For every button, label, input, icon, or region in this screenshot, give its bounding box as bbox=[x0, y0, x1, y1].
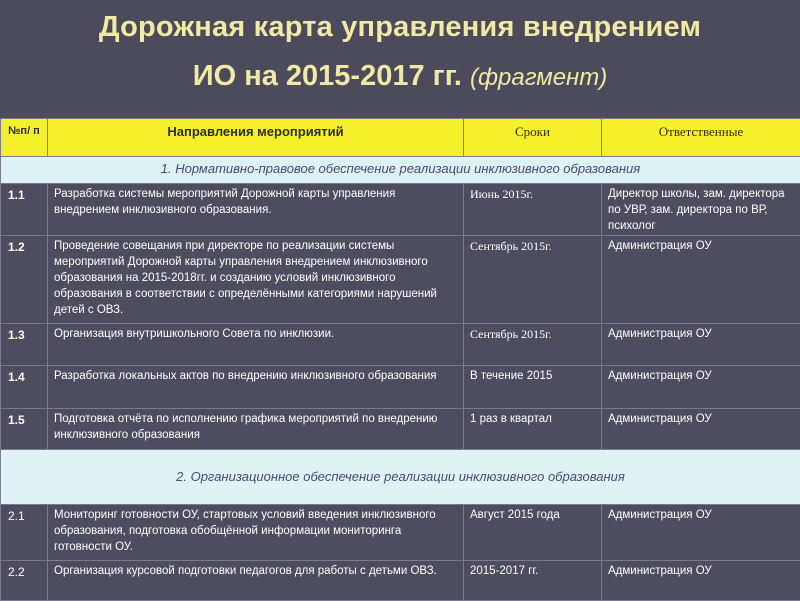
row-term: 1 раз в квартал bbox=[464, 409, 602, 450]
row-number: 1.5 bbox=[1, 409, 48, 450]
row-direction: Организация внутришкольного Совета по инклюзии. bbox=[48, 324, 464, 366]
row-number: 2.1 bbox=[1, 505, 48, 561]
row-term: Сентябрь 2015г. bbox=[464, 324, 602, 366]
table-row bbox=[1, 409, 800, 450]
row-responsible: Администрация ОУ bbox=[602, 505, 800, 561]
row-number: 2.2 bbox=[1, 561, 48, 601]
section-row bbox=[1, 450, 800, 505]
header-number: №п/ п bbox=[1, 119, 48, 157]
table-row bbox=[1, 366, 800, 409]
row-responsible: Администрация ОУ bbox=[602, 236, 800, 324]
row-direction: Организация курсовой подготовки педагогов для работы с детьми ОВЗ. bbox=[48, 561, 464, 601]
title-line-1: Дорожная карта управления внедрением bbox=[0, 9, 800, 45]
row-responsible: Администрация ОУ bbox=[602, 409, 800, 450]
title-line-2 bbox=[0, 56, 800, 98]
header-term: Сроки bbox=[464, 119, 602, 157]
row-responsible: Директор школы, зам. директора по УВР, зам. директора по ВР, психолог bbox=[602, 184, 800, 236]
row-direction: Проведение совещания при директоре по реализации системы мероприятий Дорожной карты управления внедрением инклюзивного образования на 2015-2018гг. и созданию условий инклюзивного образования в соответствии с определёнными категориями нарушений детей с ОВЗ. bbox=[48, 236, 464, 324]
roadmap-table bbox=[0, 118, 800, 601]
table-row bbox=[1, 505, 800, 561]
slide-title bbox=[0, 0, 800, 118]
table-row bbox=[1, 184, 800, 236]
row-number: 1.4 bbox=[1, 366, 48, 409]
table-header-row bbox=[1, 119, 800, 157]
table-row bbox=[1, 236, 800, 324]
row-term: В течение 2015 bbox=[464, 366, 602, 409]
title-main: ИО на 2015-2017 гг. bbox=[193, 60, 462, 92]
header-responsible: Ответственные bbox=[602, 119, 800, 157]
row-responsible: Администрация ОУ bbox=[602, 324, 800, 366]
row-responsible: Администрация ОУ bbox=[602, 366, 800, 409]
row-term: 2015-2017 гг. bbox=[464, 561, 602, 601]
row-direction: Разработка системы мероприятий Дорожной карты управления внедрением инклюзивного образования. bbox=[48, 184, 464, 236]
row-direction: Подготовка отчёта по исполнению графика мероприятий по внедрению инклюзивного образования bbox=[48, 409, 464, 450]
row-number: 1.1 bbox=[1, 184, 48, 236]
row-responsible: Администрация ОУ bbox=[602, 561, 800, 601]
row-term: Август 2015 года bbox=[464, 505, 602, 561]
row-term: Сентябрь 2015г. bbox=[464, 236, 602, 324]
table-row bbox=[1, 324, 800, 366]
header-directions: Направления мероприятий bbox=[48, 119, 464, 157]
row-number: 1.2 bbox=[1, 236, 48, 324]
section-row bbox=[1, 157, 800, 184]
row-term: Июнь 2015г. bbox=[464, 184, 602, 236]
row-number: 1.3 bbox=[1, 324, 48, 366]
section-title: 1. Нормативно-правовое обеспечение реализации инклюзивного образования bbox=[1, 157, 800, 184]
row-direction: Разработка локальных актов по внедрению инклюзивного образования bbox=[48, 366, 464, 409]
table-row bbox=[1, 561, 800, 601]
title-subtitle: (фрагмент) bbox=[470, 64, 607, 91]
section-title: 2. Организационное обеспечение реализации инклюзивного образования bbox=[1, 450, 800, 505]
row-direction: Мониторинг готовности ОУ, стартовых условий введения инклюзивного образования, подготовка обобщённой информации мониторинга готовности ОУ. bbox=[48, 505, 464, 561]
